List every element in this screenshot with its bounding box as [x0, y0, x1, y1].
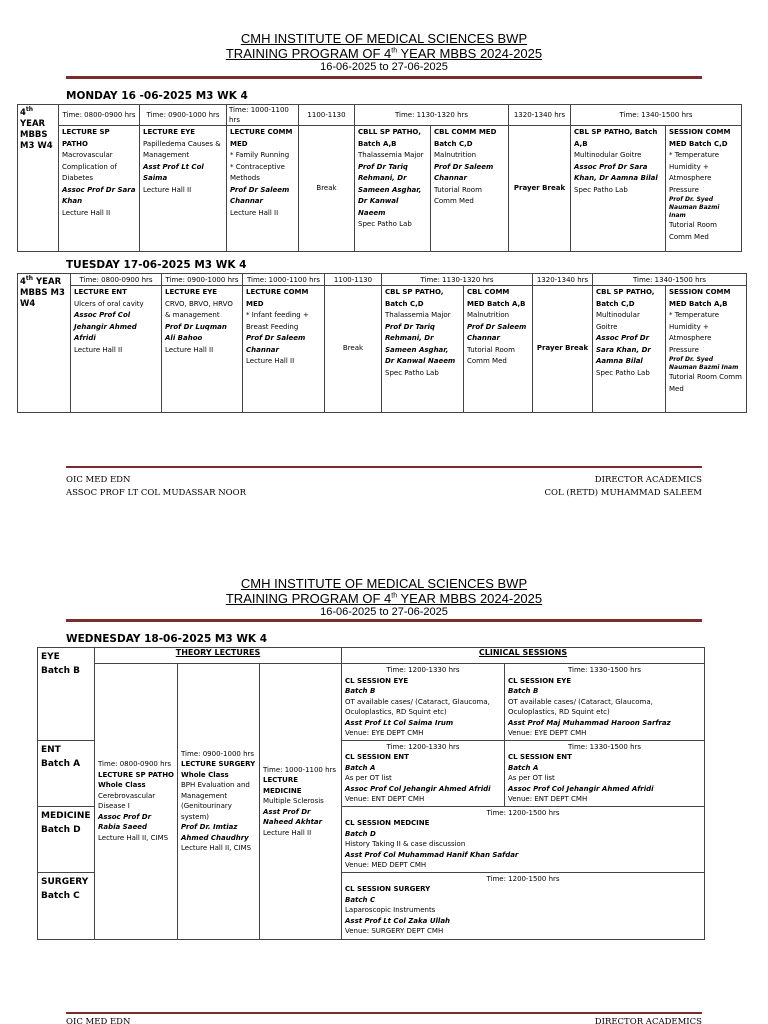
wednesday-table — [37, 647, 705, 940]
tuesday-table — [17, 273, 747, 413]
header-divider — [66, 76, 702, 79]
page-header — [0, 31, 768, 74]
time-slot: Time: 1340-1500 hrs — [593, 274, 747, 286]
date-range: 16-06-2025 to 27-06-2025 — [320, 606, 448, 618]
footer-left-name: ASSOC PROF LT COL MUDASSAR NOOR — [66, 488, 246, 498]
break-cell: Break — [325, 286, 382, 413]
session-cell: CBL COMM MED Batch A,B Malnutrition Prof Dr Saleem Channar Tutorial Room Comm Med — [464, 286, 533, 413]
clinical-session-cell: Time: 1200-1500 hrs CL SESSION SURGERY Batch C Laparoscopic Instruments Asst Prof Lt Col Zaka Ullah Venue: SURGERY DEPT CMH — [342, 872, 705, 939]
time-slot: Time: 1130-1320 hrs — [382, 274, 533, 286]
prayer-break-cell: Prayer Break — [509, 126, 571, 252]
session-cell: LECTURE EYE CRVO, BRVO, HRVO & management Prof Dr Luqman Ali Bahoo Lecture Hall II — [162, 286, 243, 413]
session-cell: CBL SP PATHO, Batch A,B Multinodular Goitre Assoc Prof Dr Sara Khan, Dr Aamna Bilal Spec Patho Lab — [571, 126, 666, 252]
time-slot: Time: 0800-0900 hrs — [59, 105, 140, 126]
session-cell: LECTURE EYE Papilledema Causes & Management Asst Prof Lt Col Saima Lecture Hall II — [140, 126, 227, 252]
group-eye: EYE Batch B — [38, 648, 95, 741]
program-title: TRAINING PROGRAM OF 4th YEAR MBBS 2024-2025 — [225, 591, 543, 606]
institute-title: CMH INSTITUTE OF MEDICAL SCIENCES BWP — [240, 576, 528, 591]
footer-divider — [66, 466, 702, 468]
group-ent: ENT Batch A — [38, 740, 95, 806]
time-slot: Time: 0800-0900 hrs — [71, 274, 162, 286]
session-cell: CBLL SP PATHO, Batch A,B Thalassemia Major Prof Dr Tariq Rehmani, Dr Sameen Asghar, Dr Kanwal Naeem Spec Patho Lab — [355, 126, 431, 252]
footer-left-title: OIC MED EDN — [66, 475, 131, 485]
footer-right-name: COL (RETD) MUHAMMAD SALEEM — [544, 488, 702, 498]
clinical-session-cell: Time: 1330-1500 hrs CL SESSION EYE Batch B OT available cases/ (Cataract, Glaucoma, Oculoplastics, RD Squint etc) Asst Prof Maj Muhammad Haroon Sarfraz Venue: EYE DEPT CMH — [505, 664, 705, 741]
year-cell: 4th YEAR MBBS M3 W4 — [18, 105, 59, 252]
session-cell: LECTURE SP PATHO Macrovascular Complication of Diabetes Assoc Prof Dr Sara Khan Lecture Hall II — [59, 126, 140, 252]
time-slot: 1100-1130 — [325, 274, 382, 286]
clinical-session-cell: Time: 1200-1330 hrs CL SESSION EYE Batch B OT available cases/ (Cataract, Glaucoma, Oculoplastics, RD Squint etc) Asst Prof Lt Col Saima Irum Venue: EYE DEPT CMH — [342, 664, 505, 741]
group-medicine: MEDICINE Batch D — [38, 806, 95, 872]
session-cell: LECTURE COMM MED * Family Running * Contraceptive Methods Prof Dr Saleem Channar Lecture Hall II — [227, 126, 299, 252]
session-cell: LECTURE COMM MED * Infant feeding + Breast Feeding Prof Dr Saleem Channar Lecture Hall II — [243, 286, 325, 413]
clinical-session-cell: Time: 1200-1330 hrs CL SESSION ENT Batch A As per OT list Assoc Prof Col Jehangir Ahmed Afridi Venue: ENT DEPT CMH — [342, 740, 505, 806]
time-slot: Time: 0900-1000 hrs — [162, 274, 243, 286]
clinical-header: CLINICAL SESSIONS — [342, 648, 705, 664]
footer-left-title: OIC MED EDN — [66, 1017, 131, 1024]
break-cell: Break — [299, 126, 355, 252]
clinical-session-cell: Time: 1200-1500 hrs CL SESSION MEDCINE Batch D History Taking II & case discussion Asst Prof Col Muhammad Hanif Khan Safdar Venue: MED DEPT CMH — [342, 806, 705, 872]
prayer-break-cell: Prayer Break — [533, 286, 593, 413]
monday-table — [17, 104, 742, 252]
group-surgery: SURGERY Batch C — [38, 872, 95, 939]
year-cell: 4th YEAR MBBS M3 W4 — [18, 274, 71, 413]
time-slot: 1320-1340 hrs — [533, 274, 593, 286]
tuesday-title: TUESDAY 17-06-2025 M3 WK 4 — [66, 259, 247, 271]
theory-header: THEORY LECTURES — [95, 648, 342, 664]
lecture-cell: Time: 0800-0900 hrs LECTURE SP PATHO Whole Class Cerebrovascular Disease I Assoc Prof Dr Rabia Saeed Lecture Hall II, CIMS — [95, 664, 178, 940]
footer-right-title: DIRECTOR ACADEMICS — [594, 1017, 702, 1024]
time-slot: Time: 1000-1100 hrs — [227, 105, 299, 126]
date-range: 16-06-2025 to 27-06-2025 — [320, 61, 448, 73]
wednesday-title: WEDNESDAY 18-06-2025 M3 WK 4 — [66, 633, 267, 645]
monday-title: MONDAY 16 -06-2025 M3 WK 4 — [66, 90, 248, 102]
time-slot: Time: 1130-1320 hrs — [355, 105, 509, 126]
lecture-cell: Time: 0900-1000 hrs LECTURE SURGERY Whole Class BPH Evaluation and Management (Genitourinary system) Prof Dr. Imtiaz Ahmed Chaudhry Lecture Hall II, CIMS — [178, 664, 260, 940]
lecture-cell: Time: 1000-1100 hrs LECTURE MEDICINE Multiple Sclerosis Asst Prof Dr Naheed Akhtar Lecture Hall II — [260, 664, 342, 940]
institute-title: CMH INSTITUTE OF MEDICAL SCIENCES BWP — [240, 31, 528, 46]
time-slot: Time: 1340-1500 hrs — [571, 105, 742, 126]
header-divider — [66, 619, 702, 622]
session-cell: LECTURE ENT Ulcers of oral cavity Assoc Prof Col Jehangir Ahmed Afridi Lecture Hall II — [71, 286, 162, 413]
footer-divider — [66, 1012, 702, 1014]
time-slot: Time: 1000-1100 hrs — [243, 274, 325, 286]
footer-right — [545, 474, 702, 500]
session-cell: SESSION COMM MED Batch A,B * Temperature Humidity + Atmosphere Pressure Prof Dr. Syed Nauman Bazmi Inam Tutorial Room Comm Med — [666, 286, 747, 413]
time-slot: 1100-1130 — [299, 105, 355, 126]
session-cell: CBL SP PATHO, Batch C,D Thalassemia Major Prof Dr Tariq Rehmani, Dr Sameen Asghar, Dr Kanwal Naeem Spec Patho Lab — [382, 286, 464, 413]
program-title: TRAINING PROGRAM OF 4th YEAR MBBS 2024-2025 — [225, 46, 543, 61]
footer-left — [66, 474, 246, 500]
time-slot: 1320-1340 hrs — [509, 105, 571, 126]
time-slot: Time: 0900-1000 hrs — [140, 105, 227, 126]
session-cell: CBL SP PATHO, Batch C,D Multinodular Goitre Assoc Prof Dr Sara Khan, Dr Aamna Bilal Spec Patho Lab — [593, 286, 666, 413]
session-cell: SESSION COMM MED Batch C,D * Temperature Humidity + Atmosphere Pressure Prof Dr. Syed Nauman Bazmi Inam Tutorial Room Comm Med — [666, 126, 742, 252]
footer-right-title: DIRECTOR ACADEMICS — [594, 475, 702, 485]
session-cell: CBL COMM MED Batch C,D Malnutrition Prof Dr Saleem Channar Tutorial Room Comm Med — [431, 126, 509, 252]
page-header-2 — [0, 576, 768, 619]
clinical-session-cell: Time: 1330-1500 hrs CL SESSION ENT Batch A As per OT list Assoc Prof Col Jehangir Ahmed Afridi Venue: ENT DEPT CMH — [505, 740, 705, 806]
